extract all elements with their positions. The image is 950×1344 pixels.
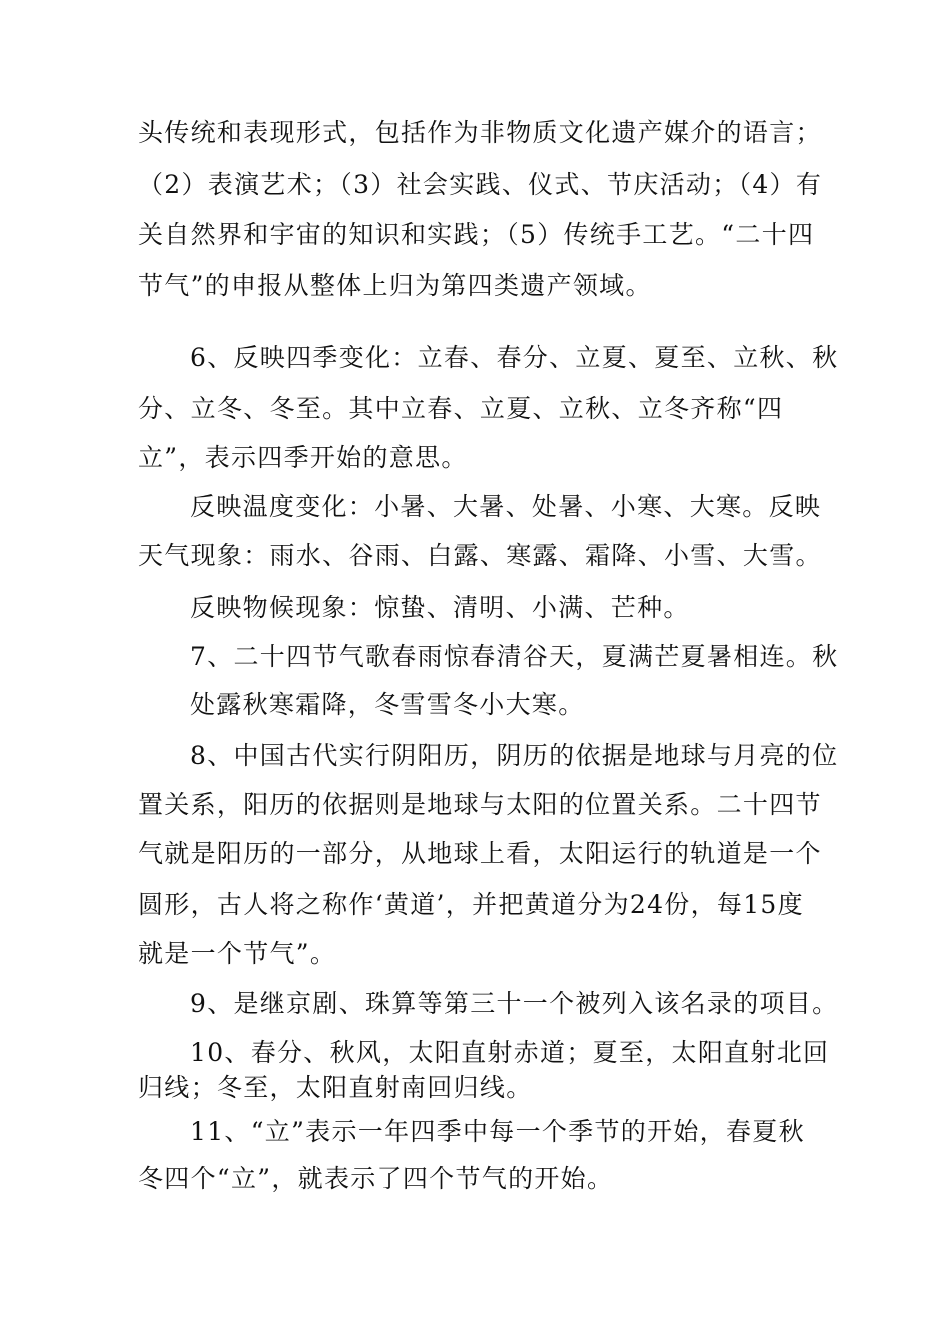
text-line: 气就是阳历的一部分，从地球上看，太阳运行的轨道是一个 [138,839,822,868]
text-line: 关自然界和宇宙的知识和实践；（5）传统手工艺。“二十四 [138,220,815,249]
text-line: 立”，表示四季开始的意思。 [138,443,468,472]
text-line: （2）表演艺术；（3）社会实践、仪式、节庆活动；（4）有 [138,170,823,199]
text-line: 10、春分、秋风，太阳直射赤道；夏至，太阳直射北回 [190,1038,830,1067]
text-line: 处露秋寒霜降，冬雪雪冬小大寒。 [190,690,585,719]
text-line: 天气现象：雨水、谷雨、白露、寒露、霜降、小雪、大雪。 [138,541,822,570]
text-line: 头传统和表现形式，包括作为非物质文化遗产媒介的语言； [138,118,822,147]
text-line: 8、中国古代实行阴阳历，阴历的依据是地球与月亮的位 [190,741,839,770]
text-line: 节气”的申报从整体上归为第四类遗产领域。 [138,271,652,300]
text-line: 分、立冬、冬至。其中立春、立夏、立秋、立冬齐称“四 [138,394,784,423]
text-line: 置关系，阳历的依据则是地球与太阳的位置关系。二十四节 [138,790,822,819]
text-line: 归线；冬至，太阳直射南回归线。 [138,1073,533,1102]
text-line: 冬四个“立”，就表示了四个节气的开始。 [138,1164,614,1193]
text-line: 圆形，古人将之称作‘黄道’，并把黄道分为24份，每15度 [138,890,804,919]
text-line: 6、反映四季变化：立春、春分、立夏、夏至、立秋、秋 [190,343,839,372]
text-line: 反映物候现象：惊蛰、清明、小满、芒种。 [190,593,690,622]
text-line: 7、二十四节气歌春雨惊春清谷天，夏满芒夏暑相连。秋 [190,642,839,671]
text-line: 反映温度变化：小暑、大暑、处暑、小寒、大寒。反映 [190,492,822,521]
text-line: 11、“立”表示一年四季中每一个季节的开始，春夏秋 [190,1117,805,1146]
text-line: 就是一个节气”。 [138,939,337,968]
text-line: 9、是继京剧、珠算等第三十一个被列入该名录的项目。 [190,989,839,1018]
